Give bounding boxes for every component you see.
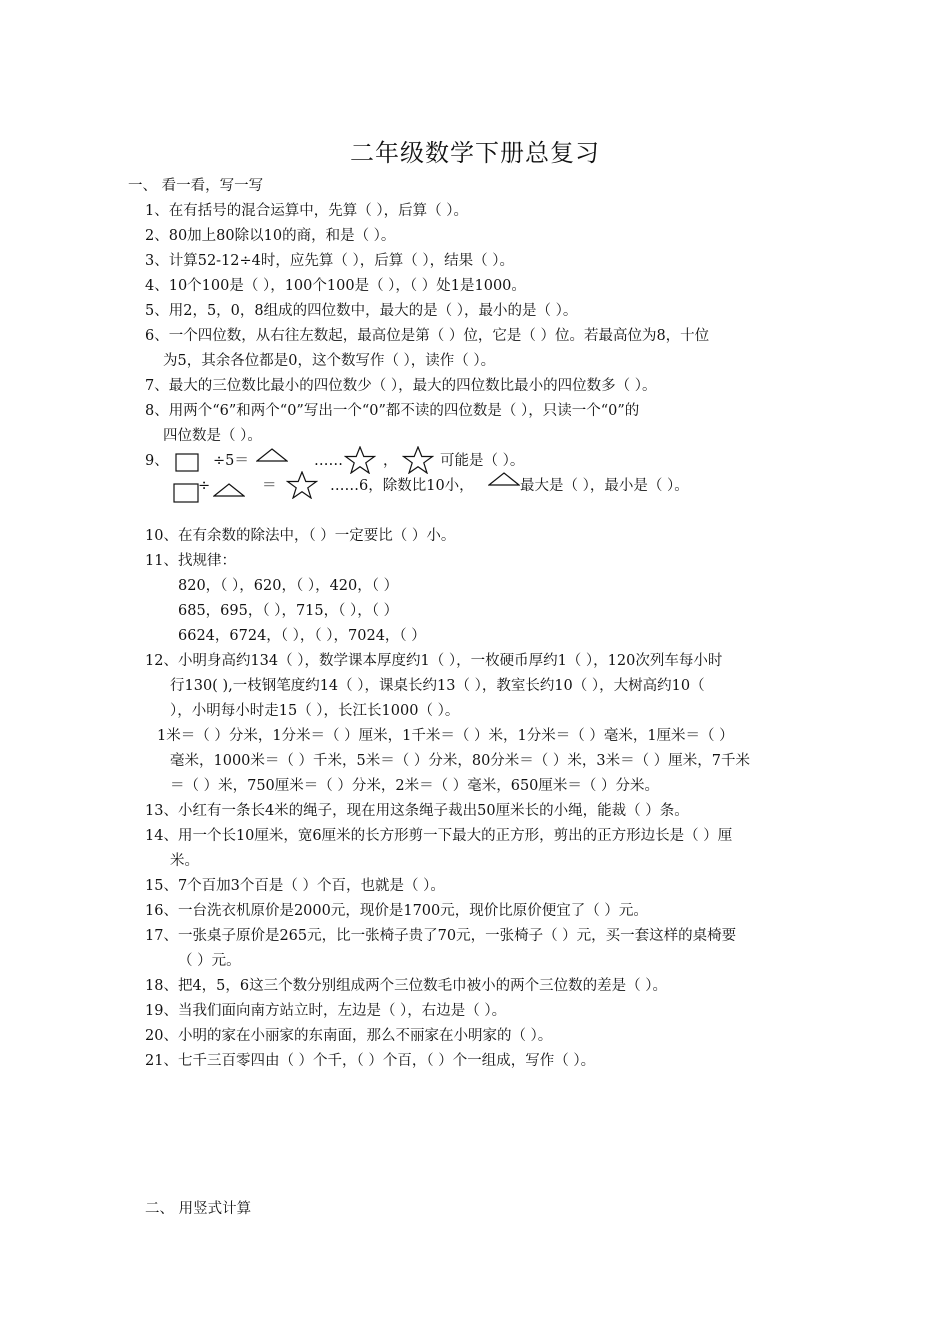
question-12-line-2: 行130( ),一枝钢笔度约14（ ），课桌长约13（ ），教室长约10（ ），大树高约10（ <box>170 678 705 694</box>
question-1: 1、在有括号的混合运算中，先算（ ），后算（ ）。 <box>145 203 468 219</box>
question-8-line-1: 8、用两个“6”和两个“0”写出一个“0”都不读的四位数是（ ），只读一个“0”的 <box>145 403 640 419</box>
star-icon <box>344 446 376 474</box>
question-5: 5、用2，5，0，8组成的四位数中，最大的是（ ），最小的是（ ）。 <box>145 303 578 319</box>
question-6-line-1: 6、一个四位数，从右往左数起，最高位是第（ ）位，它是（ ）位。若最高位为8，十位 <box>145 328 710 344</box>
comma-text: ， <box>383 453 398 469</box>
remainder-dots: …… <box>314 453 343 469</box>
section-2-heading: 二、 用竖式计算 <box>145 1201 252 1217</box>
question-7: 7、最大的三位数比最小的四位数少（ ），最大的四位数比最小的四位数多（ ）。 <box>145 378 657 394</box>
question-10: 10、在有余数的除法中，（ ）一定要比（ ）小。 <box>145 528 456 544</box>
question-16: 16、一台洗衣机原价是2000元，现价是1700元，现价比原价便宜了（ ）元。 <box>145 903 648 919</box>
question-8-line-2: 四位数是（ ）。 <box>163 428 262 444</box>
divide-five-text: ÷5＝ <box>213 453 249 469</box>
question-17-line-1: 17、一张桌子原价是265元，比一张椅子贵了70元，一张椅子（ ）元，买一套这样的桌椅要 <box>145 928 737 944</box>
question-9-answer-2: 最大是（ ），最小是（ ）。 <box>520 478 689 494</box>
question-9-number: 9、 <box>145 453 169 469</box>
question-9-answer-1: 可能是（ ）。 <box>440 453 525 469</box>
unit-conversion-line-3: ＝（ ）米，750厘米＝（ ）分米，2米＝（ ）毫米，650厘米＝（ ）分米。 <box>170 778 660 794</box>
question-12-line-1: 12、小明身高约134（ ），数学课本厚度约1（ ），一枚硬币厚约1（ ），120次列车每小时 <box>145 653 723 669</box>
pattern-row-3: 6624，6724，（ ），（ ），7024，（ ） <box>178 628 426 644</box>
question-11: 11、找规律： <box>145 553 236 569</box>
question-14-line-2: 米。 <box>170 853 199 869</box>
triangle-icon <box>213 483 245 497</box>
question-20: 20、小明的家在小丽家的东南面，那么不丽家在小明家的（ ）。 <box>145 1028 553 1044</box>
question-14-line-1: 14、用一个长10厘米，宽6厘米的长方形剪一下最大的正方形，剪出的正方形边长是（ ）厘 <box>145 828 733 844</box>
question-4: 4、10个100是（ ），100个100是（ ），（ ）处1是1000。 <box>145 278 526 294</box>
pattern-row-1: 820，（ ），620，（ ），420，（ ） <box>178 578 399 594</box>
triangle-icon <box>256 448 288 462</box>
star-icon <box>402 446 434 474</box>
question-17-line-2: （ ）元。 <box>178 953 241 969</box>
section-1-heading: 一、 看一看，写一写 <box>128 178 264 194</box>
unit-conversion-line-1: 1米＝（ ）分米，1分米＝（ ）厘米，1千米＝（ ）米，1分米＝（ ）毫米，1厘米＝（ ） <box>157 728 734 744</box>
unit-conversion-line-2: 毫米，1000米＝（ ）千米，5米＝（ ）分米，80分米＝（ ）米，3米＝（ ）厘米，7千米 <box>170 753 750 769</box>
question-15: 15、7个百加3个百是（ ）个百，也就是（ ）。 <box>145 878 445 894</box>
question-12-line-3: ），小明每小时走15（ ），长江长1000（ ）。 <box>170 703 460 719</box>
question-13: 13、小红有一条长4米的绳子，现在用这条绳子裁出50厘米长的小绳，能裁（ ）条。 <box>145 803 689 819</box>
square-icon <box>175 453 199 472</box>
question-3: 3、计算52-12÷4时，应先算（ ），后算（ ），结果（ ）。 <box>145 253 514 269</box>
star-icon <box>286 471 318 499</box>
question-18: 18、把4，5，6这三个数分别组成两个三位数毛巾被小的两个三位数的差是（ ）。 <box>145 978 667 994</box>
page-title: 二年级数学下册总复习 <box>350 139 600 167</box>
question-2: 2、80加上80除以10的商，和是（ ）。 <box>145 228 396 244</box>
divide-sign: ÷ <box>198 478 211 494</box>
equals-sign: ＝ <box>262 478 277 494</box>
question-9-condition: ……6，除数比10小， <box>330 478 474 494</box>
triangle-icon <box>488 472 520 486</box>
square-icon <box>173 483 199 503</box>
question-6-line-2: 为5，其余各位都是0，这个数写作（ ），读作（ ）。 <box>163 353 496 369</box>
pattern-row-2: 685，695，（ ），715，（ ），（ ） <box>178 603 399 619</box>
question-21: 21、七千三百零四由（ ）个千，（ ）个百，（ ）个一组成，写作（ ）。 <box>145 1053 596 1069</box>
question-19: 19、当我们面向南方站立时，左边是（ ），右边是（ ）。 <box>145 1003 507 1019</box>
